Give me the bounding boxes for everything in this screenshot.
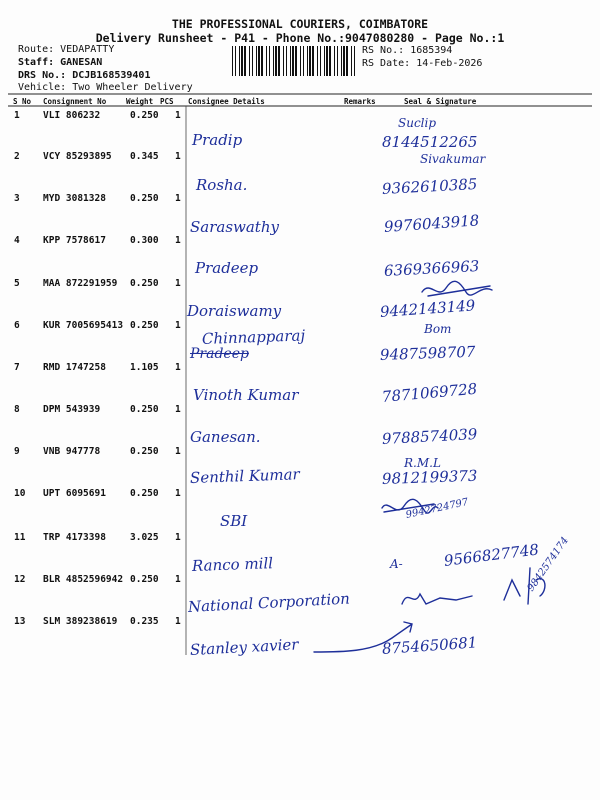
row-consignment-no: DPM 543939 — [43, 404, 101, 415]
row-phone-handwritten: 9362610385 — [381, 175, 478, 198]
signature-scribble — [380, 496, 440, 520]
row-sno: 10 — [14, 488, 26, 499]
row-signature-name: R.M.L — [404, 456, 441, 470]
row-pcs: 1 — [175, 404, 181, 415]
row-pcs: 1 — [175, 362, 181, 373]
row-phone-handwritten: 6369366963 — [383, 257, 480, 280]
row-sno: 13 — [14, 616, 26, 627]
row-consignee-handwritten: National Corporation — [187, 589, 351, 616]
signature-scribble — [420, 278, 500, 302]
row-sno: 4 — [14, 235, 20, 246]
row-sno: 3 — [14, 193, 20, 204]
row-consignment-no: KUR 7005695413 — [43, 320, 124, 331]
row-weight: 0.250 — [130, 110, 159, 121]
row-phone-handwritten: 9942724797 — [404, 496, 470, 521]
row-signature-name: Suclip — [398, 116, 437, 130]
row-pcs: 1 — [175, 574, 181, 585]
row-weight: 0.250 — [130, 446, 159, 457]
rs-no-line: RS No.: 1685394 — [362, 45, 453, 56]
row-weight: 0.300 — [130, 235, 159, 246]
col-sno: S No — [13, 97, 32, 106]
row-consignee-handwritten: Ranco mill — [191, 554, 274, 575]
row-sno: 7 — [14, 362, 20, 373]
rs-date-line: RS Date: 14-Feb-2026 — [362, 58, 483, 69]
signature-scribble — [400, 586, 480, 610]
row-pcs: 1 — [175, 235, 181, 246]
row-consignment-no: RMD 1747258 — [43, 362, 106, 373]
row-pcs: 1 — [175, 278, 181, 289]
row-consignee-handwritten: Rosha. — [196, 176, 248, 194]
row-phone-handwritten: 9566827748 — [442, 540, 540, 570]
row-sno: 1 — [14, 110, 20, 121]
arrow-stroke — [312, 618, 422, 658]
runsheet-title: Delivery Runsheet - P41 - Phone No.:9047080280 - Page No.:1 — [95, 31, 505, 45]
row-consignee-handwritten: Stanley xavier — [189, 635, 299, 659]
col-remarks: Remarks — [344, 97, 376, 106]
row-consignment-no: MAA 872291959 — [43, 278, 118, 289]
row-consignment-no: MYD 3081328 — [43, 193, 106, 204]
row-signature-name: A- — [390, 557, 403, 571]
row-consignee-handwritten: Pradip — [192, 131, 243, 149]
vehicle-line: Vehicle: Two Wheeler Delivery — [18, 82, 193, 93]
row-pcs: 1 — [175, 616, 181, 627]
row-consignment-no: UPT 6095691 — [43, 488, 106, 499]
row-pcs: 1 — [175, 110, 181, 121]
row-weight: 0.250 — [130, 404, 159, 415]
staff-line: Staff: GANESAN — [18, 57, 103, 68]
row-consignee-handwritten: Chinnapparaj — [201, 326, 306, 348]
row-weight: 0.250 — [130, 193, 159, 204]
row-phone-handwritten: 9487598707 — [379, 342, 476, 364]
row-phone-handwritten: 9976043918 — [383, 211, 480, 236]
row-weight: 0.250 — [130, 278, 159, 289]
row-consignment-no: VCY 85293895 — [43, 151, 112, 162]
col-consignee: Consignee Details — [188, 97, 265, 106]
col-seal-signature: Seal & Signature — [404, 97, 477, 106]
row-consignee-handwritten: Ganesan. — [190, 428, 261, 446]
struck-consignee: Pradeep — [190, 346, 249, 362]
row-consignment-no: SLM 389238619 — [43, 616, 118, 627]
row-pcs: 1 — [175, 446, 181, 457]
row-sno: 12 — [14, 574, 26, 585]
row-consignment-no: KPP 7578617 — [43, 235, 106, 246]
row-consignee-handwritten: SBI — [220, 512, 248, 530]
row-consignment-no: BLR 4852596942 — [43, 574, 124, 585]
row-pcs: 1 — [175, 151, 181, 162]
row-consignee-handwritten: Vinoth Kumar — [193, 386, 299, 404]
row-weight: 0.235 — [130, 616, 159, 627]
row-weight: 0.250 — [130, 574, 159, 585]
row-pcs: 1 — [175, 320, 181, 331]
drs-line: DRS No.: DCJB168539401 — [18, 70, 151, 81]
col-consignment: Consignment No — [43, 97, 107, 106]
row-sno: 5 — [14, 278, 20, 289]
row-consignee-handwritten: Pradeep — [195, 259, 259, 277]
col-pcs: PCS — [160, 97, 174, 106]
row-phone-handwritten: 8754650681 — [381, 633, 478, 658]
row-consignee-handwritten: Saraswathy — [190, 218, 279, 236]
row-sno: 8 — [14, 404, 20, 415]
row-phone-handwritten: 8144512265 — [382, 133, 478, 151]
row-consignment-no: TRP 4173398 — [43, 532, 106, 543]
row-pcs: 1 — [175, 193, 181, 204]
row-consignment-no: VLI 806232 — [43, 110, 101, 121]
row-signature-name: Bom — [424, 322, 452, 336]
row-weight: 3.025 — [130, 532, 159, 543]
row-pcs: 1 — [175, 532, 181, 543]
route-line: Route: VEDAPATTY — [18, 44, 115, 55]
row-weight: 0.345 — [130, 151, 159, 162]
row-weight: 0.250 — [130, 488, 159, 499]
row-sno: 9 — [14, 446, 20, 457]
row-weight: 0.250 — [130, 320, 159, 331]
signature-scribble — [500, 560, 560, 610]
row-sno: 11 — [14, 532, 26, 543]
row-signature-name: Sivakumar — [420, 152, 486, 166]
company-title: THE PROFESSIONAL COURIERS, COIMBATORE — [171, 17, 429, 31]
row-sno: 6 — [14, 320, 20, 331]
row-phone-handwritten: 9812199373 — [381, 466, 478, 488]
row-sno: 2 — [14, 151, 20, 162]
row-phone-handwritten: 9788574039 — [381, 425, 478, 448]
col-weight: Weight — [126, 97, 154, 106]
row-consignee-handwritten: Senthil Kumar — [189, 465, 300, 487]
row-phone-handwritten: 9842574174 — [525, 535, 571, 594]
row-phone-handwritten: 7871069728 — [381, 379, 478, 406]
row-weight: 1.105 — [130, 362, 159, 373]
row-consignee-handwritten: Doraiswamy — [187, 302, 282, 320]
row-consignment-no: VNB 947778 — [43, 446, 101, 457]
row-phone-handwritten: 9442143149 — [379, 296, 476, 321]
row-pcs: 1 — [175, 488, 181, 499]
